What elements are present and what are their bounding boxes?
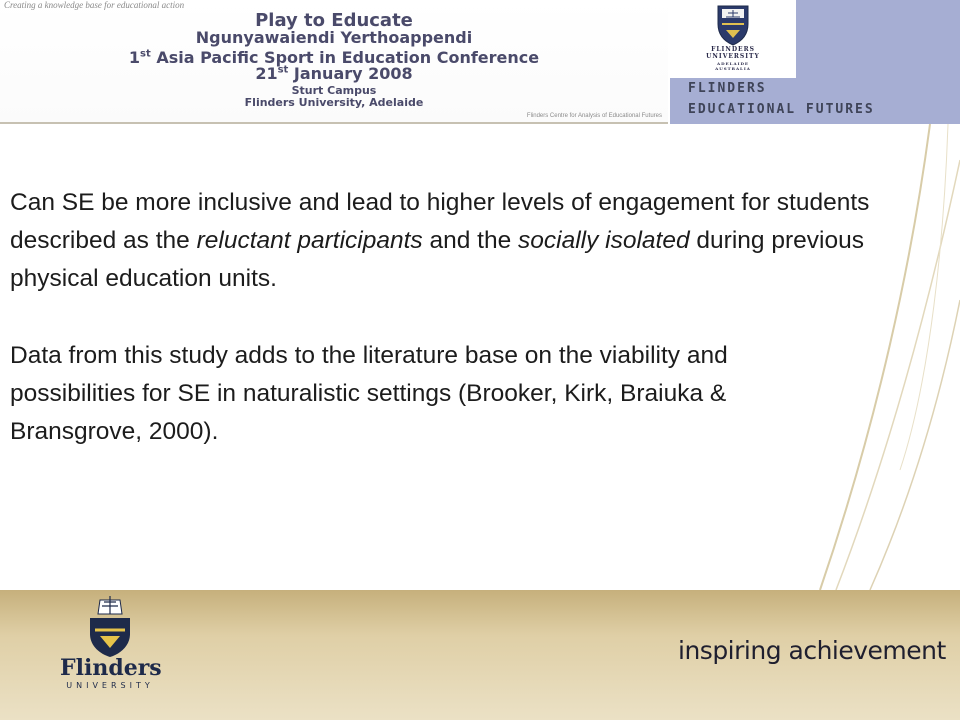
flinders-educational-futures-panel [670, 0, 960, 124]
footer-logo-subtitle: UNIVERSITY [66, 681, 154, 690]
university-name-line3: ADELAIDE [717, 61, 749, 66]
footer-logo-name: Flinders [60, 655, 162, 681]
conference-date: 21st January 2008 [255, 64, 413, 83]
footer-tagline: inspiring achievement [678, 636, 946, 665]
banner-footer-text: Flinders Centre for Analysis of Educational Futures [526, 113, 662, 119]
paragraph-research-question: Can SE be more inclusive and lead to higher levels of engagement for students described as the reluctant participants and the socially isolated during previous physical education units. [10, 189, 870, 292]
conference-title: Play to Educate [255, 10, 413, 31]
header-banner [0, 0, 960, 124]
conference-name: 1st Asia Pacific Sport in Education Conference [128, 48, 540, 67]
banner-tagline: Creating a knowledge base for educational action [4, 0, 185, 10]
university-name-line1: FLINDERS [711, 46, 755, 53]
footer-bar [0, 590, 960, 720]
university-name-line4: AUSTRALIA [715, 66, 751, 71]
emphasis-socially-isolated: socially isolated [518, 227, 690, 254]
conference-banner [0, 0, 668, 124]
conference-subtitle: Ngunyawaiendi Yerthoappendi [195, 28, 473, 47]
slide-body [10, 184, 930, 451]
emphasis-reluctant-participants: reluctant participants [196, 227, 423, 254]
fef-line2: EDUCATIONAL FUTURES [688, 102, 875, 117]
venue-line1: Sturt Campus [291, 84, 377, 97]
university-name-line2: UNIVERSITY [706, 53, 760, 60]
university-crest-box [670, 0, 796, 78]
venue-line2: Flinders University, Adelaide [244, 96, 424, 109]
university-crest-icon [78, 594, 142, 658]
fef-line1: FLINDERS [688, 81, 767, 96]
university-crest-icon [704, 4, 762, 46]
paragraph-data-literature: Data from this study adds to the literature base on the viability and possibilities for SE in naturalistic settings (Brooker, Kirk, Braiuka & Bransgrove, 2000). [10, 342, 728, 445]
